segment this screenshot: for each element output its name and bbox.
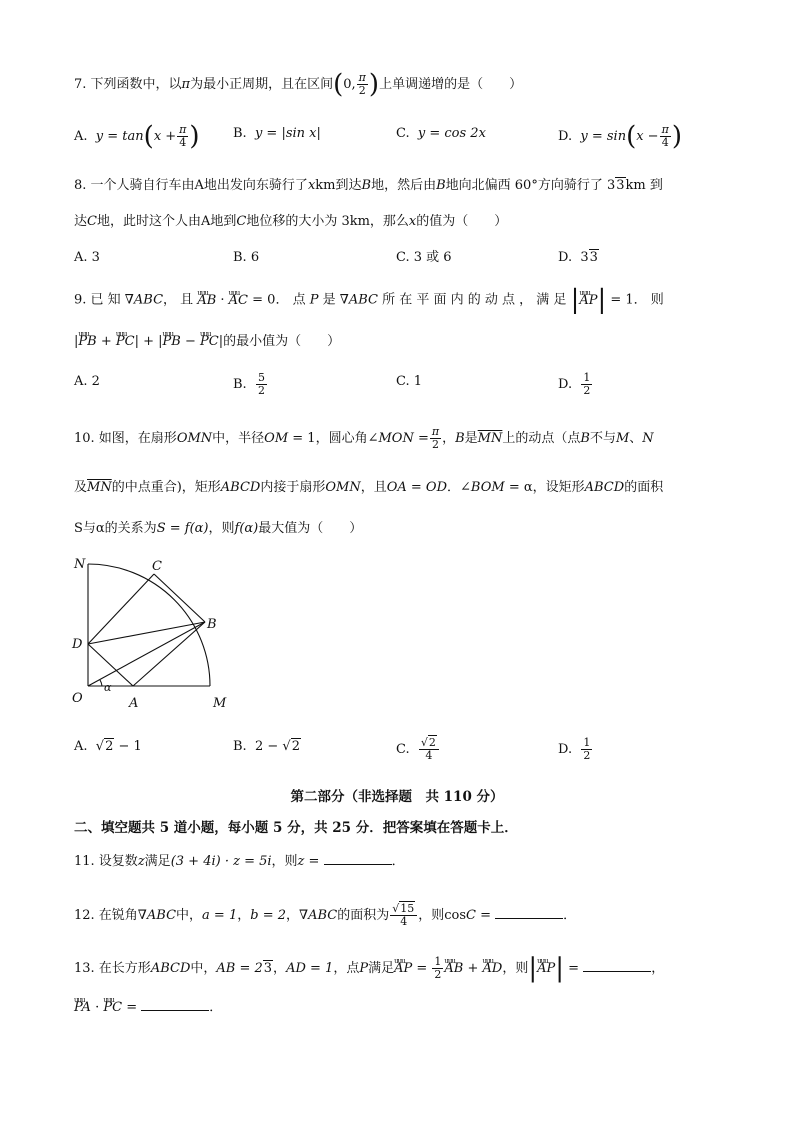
opt-text: B. 6 [233,250,260,265]
frac-den: 4 [400,915,408,928]
frac-den: 4 [179,136,187,149]
frac-num: π [179,123,187,136]
var: z [297,854,305,869]
text: 的面积 [624,480,664,495]
var: B [436,178,446,193]
text: ，且 [360,480,387,495]
var: ABC [308,908,338,923]
var: x [307,178,316,193]
vector: uuu PB [78,332,96,352]
opt-label: C. [396,742,410,757]
text: 的中点重合)，矩形 [111,480,221,495]
text: ， [237,908,251,923]
abs-bar: | [570,285,580,315]
q9-stem-line1 [74,285,664,315]
text: ，∇ [286,908,309,923]
var: B [361,178,372,193]
sqrt-value: 2 [105,739,114,754]
text: 11. 设复数 [74,854,138,869]
var: x [408,214,417,229]
var: C [236,214,247,229]
vector: uuu PC [103,998,122,1018]
var: P [309,292,319,308]
abs-bar: | [597,285,607,315]
var: M [615,431,630,446]
var: ABC [348,292,378,308]
text: 中，半径 [212,431,265,446]
text: = 1． 则 [606,292,664,308]
opt-expr: y = tan [95,129,144,144]
q13-line2 [74,998,222,1018]
var: AB = 2 [216,961,263,976]
answer-blank[interactable] [324,852,392,865]
var: (α) [239,521,259,536]
vector: uuu PB [163,332,181,352]
q7-option-c [396,124,486,144]
q7-stem-a: 7. 下列函数中，以 [74,77,182,92]
text: 9. 已 知 ∇ [74,292,134,308]
text: 所 在 平 面 内 的 动 点 ， 满 足 [382,292,567,308]
opt-label: A. [74,739,88,754]
var: f [234,521,240,536]
text: |的最小值为（ ） [218,334,341,349]
q10-stem-line3 [74,519,362,539]
q9-option-b [233,372,268,397]
opt-label: B. [233,126,247,141]
text: 地，此时这个人由A地到 [96,214,237,229]
var: OM [264,431,289,446]
frac-den: 2 [583,384,591,397]
opt-label: B. [233,739,247,754]
frac-num: 1 [434,955,442,968]
vector: uuu AP [579,291,597,311]
var: ABC [146,908,177,923]
q7-option-b [233,124,321,144]
var: z [137,854,145,869]
var: BOM [470,480,505,495]
opt-expr: y = cos 2x [417,126,486,141]
label-A: A [129,696,139,711]
sqrt-value: 2 [291,739,300,754]
var: S = f [156,521,190,536]
var: b = 2 [250,908,286,923]
label-O: O [72,691,83,706]
q10-stem-line1 [74,426,654,451]
text: 中， [176,908,203,923]
text: = [476,908,496,923]
frac-den: 2 [431,438,439,451]
text: − [180,334,200,349]
var: OMN [176,431,213,446]
q9-option-a [74,372,100,392]
var: ABCD [220,480,261,495]
text: cos [444,908,467,923]
opt-label: D. [558,129,573,144]
label-C: C [152,559,162,574]
text: 地位移的大小为 3km，那么 [246,214,409,229]
var: C [87,214,97,229]
q7-option-a [74,121,200,152]
opt-label: B. [233,377,247,392]
q9-option-c [396,372,422,392]
text: ，则 [502,961,529,976]
vector: uuu PC [200,332,219,352]
var: C [466,908,476,923]
vector: uuu AB [444,959,463,979]
opt-frac [256,372,267,397]
vector: uuu AD [483,959,503,979]
frac-den: 2 [257,384,265,397]
text: ，则 [271,854,298,869]
paren-right: ) [189,121,200,152]
sqrt-value: 3 [263,961,273,976]
opt-coef: 3 [580,250,589,265]
opt-expr: y = sin [580,129,627,144]
text: 13. 在长方形 [74,961,151,976]
q7-stem [74,69,523,100]
text: 是 [464,431,478,446]
var: B [455,431,465,446]
q12-frac [390,903,417,928]
paren-left: ( [626,121,637,152]
sqrt-value: 3 [616,178,625,193]
frac-num: √2 [419,737,439,750]
frac-den: 2 [434,968,442,981]
opt-text: C. 1 [396,374,423,389]
answer-blank[interactable] [583,959,651,972]
vector: uuu AC [229,291,248,311]
paren-right: ) [368,69,380,100]
text: = [413,431,429,446]
opt-frac [581,737,592,762]
abs-bar: | [528,953,538,984]
q10-option-a: A. √2 − 1 [74,739,142,754]
vector: uuu AB [197,291,216,311]
q10-option-c [396,737,440,762]
text: · [216,292,229,308]
opt-inner: x + [153,129,177,144]
text: 的值为（ ） [416,214,508,229]
segment-OB [88,622,205,686]
text: ． [209,1000,223,1015]
text: 内接于扇形 [260,480,326,495]
segment-BA [133,622,205,686]
text: | + | [134,334,163,349]
paren-left: ( [333,69,344,100]
opt-label: D. [558,250,573,265]
opt-label: D. [558,377,573,392]
opt-frac [581,372,592,397]
expr: (3 + 4i) · z = 5i [170,854,272,869]
q11 [74,852,405,872]
q12 [74,903,576,928]
text: 满足 [368,961,395,976]
frac-num: 1 [583,736,591,749]
text: km到达 [315,178,362,193]
frac-num: π [431,425,440,438]
text: + [463,961,483,976]
arc-label: $\overline{MN}$ [477,431,503,446]
label-B: B [207,617,217,632]
answer-blank[interactable] [495,906,563,919]
q10-option-b: B. 2 − √2 [233,739,300,754]
text: ， [651,961,665,976]
frac-num: π [661,123,669,136]
q8-option-b [233,248,259,268]
q13-line1 [74,953,665,984]
text: 上的动点（点 [502,431,581,446]
text: = [122,1000,142,1015]
opt-frac [419,737,439,762]
q8-option-a [74,248,100,268]
text: ， [273,961,287,976]
text: = 0． 点 [248,292,306,308]
var: AD = 1 [286,961,334,976]
var: a = 1 [202,908,238,923]
text: ． [563,908,577,923]
q7-option-d [558,121,682,152]
var: ABCD [584,480,625,495]
text: ． [391,854,405,869]
q7-pi: π [181,77,191,92]
label-N: N [74,557,86,572]
abs-bar: | [555,953,565,984]
frac-den: 2 [358,84,366,97]
opt-text: A. 3 [74,250,100,265]
sqrt-value: 15 [400,902,415,915]
q10-frac [430,426,441,451]
var: (α) [189,521,209,536]
sector-figure [64,552,244,717]
frac-num: 1 [583,371,591,384]
vector: uuu AP [394,959,412,979]
text: ， [442,431,456,446]
text: 满足 [144,854,171,869]
answer-blank[interactable] [141,998,209,1011]
text: | [74,334,79,349]
text: 地向北偏西 60°方向骑行了 3 [445,178,616,193]
opt-frac [660,124,671,149]
text: 12. 在锐角∇ [74,908,147,923]
label-D: D [72,637,83,652]
text: 及 [74,480,88,495]
q13-frac [432,956,443,981]
text: km 到 [625,178,663,193]
vector: uuu PC [116,332,135,352]
text: · [90,1000,104,1015]
var: OA = OD [386,480,448,495]
label-M: M [213,696,227,711]
q10-option-d [558,737,593,762]
q8-option-d [558,248,599,268]
q7-interval-frac [357,72,368,97]
q8-stem-line1 [74,176,663,196]
sqrt-value: 3 [589,250,598,265]
text: 的面积为 [337,908,390,923]
vector: uuu AP [537,959,555,979]
q7-stem-b: 为最小正周期，且在区间 [190,77,334,92]
paren-left: ( [143,121,154,152]
segment-CB [154,574,205,622]
text: ，点 [333,961,360,976]
text: 中， [190,961,217,976]
opt-rest: − 1 [114,739,142,754]
var: ABC [133,292,164,308]
q9-option-d [558,372,593,397]
var: ABCD [150,961,191,976]
q7-interval-left: 0, [343,77,356,92]
vector: uuu PA [74,998,91,1018]
text: ， 且 [163,292,194,308]
opt-text: A. 2 [74,374,100,389]
text: + [96,334,116,349]
text: 不与 [589,431,616,446]
frac-num: π [358,71,366,84]
text: 达 [74,214,88,229]
frac-den: 4 [425,749,433,762]
label-alpha: α [104,681,112,694]
text: 是 ∇ [322,292,349,308]
var: B [580,431,590,446]
angle-alpha-arc [100,680,102,686]
text: = [304,854,324,869]
var: MON [378,431,414,446]
section2-title: 二、填空题共 5 道小题，每小题 5 分，共 25 分．把答案填在答题卡上． [74,820,518,836]
text: 地，然后由 [371,178,437,193]
text: 最大值为（ ） [258,521,363,536]
q8-option-c [396,248,452,268]
arc-label: $\overline{MN}$ [87,480,112,495]
opt-label: D. [558,742,573,757]
text: = α，设矩形 [504,480,585,495]
opt-pre: 2 − [254,739,283,754]
text: 、 [629,431,643,446]
var: P [359,961,369,976]
text: ，则 [418,908,445,923]
part2-heading: 第二部分（非选择题 共 110 分） [290,789,504,805]
frac-num: 5 [257,371,265,384]
sqrt-value: 2 [428,736,436,749]
frac-den: 4 [661,136,669,149]
var: N [642,431,654,446]
opt-label: C. [396,126,410,141]
text: = [564,961,584,976]
text: = 1，圆心角∠ [288,431,379,446]
text: = [412,961,432,976]
q10-stem-line2 [74,478,663,498]
q8-stem-line2 [74,212,507,232]
text: 8. 一个人骑自行车由A地出发向东骑行了 [74,178,308,193]
opt-text: C. 3 或 6 [396,250,452,265]
var: OMN [325,480,361,495]
opt-frac [177,124,188,149]
frac-num: √15 [390,903,417,916]
opt-inner: x − [636,129,659,144]
opt-expr: y = |sin x| [254,126,321,141]
q9-stem-line2 [74,332,340,352]
q7-stem-c: 上单调递增的是（ ） [379,77,523,92]
paren-right: ) [671,121,682,152]
frac-den: 2 [583,749,591,762]
text: ，则 [208,521,235,536]
text: ．∠ [447,480,471,495]
text: S与α的关系为 [74,521,157,536]
text: 10. 如图，在扇形 [74,431,177,446]
opt-label: A. [74,129,88,144]
